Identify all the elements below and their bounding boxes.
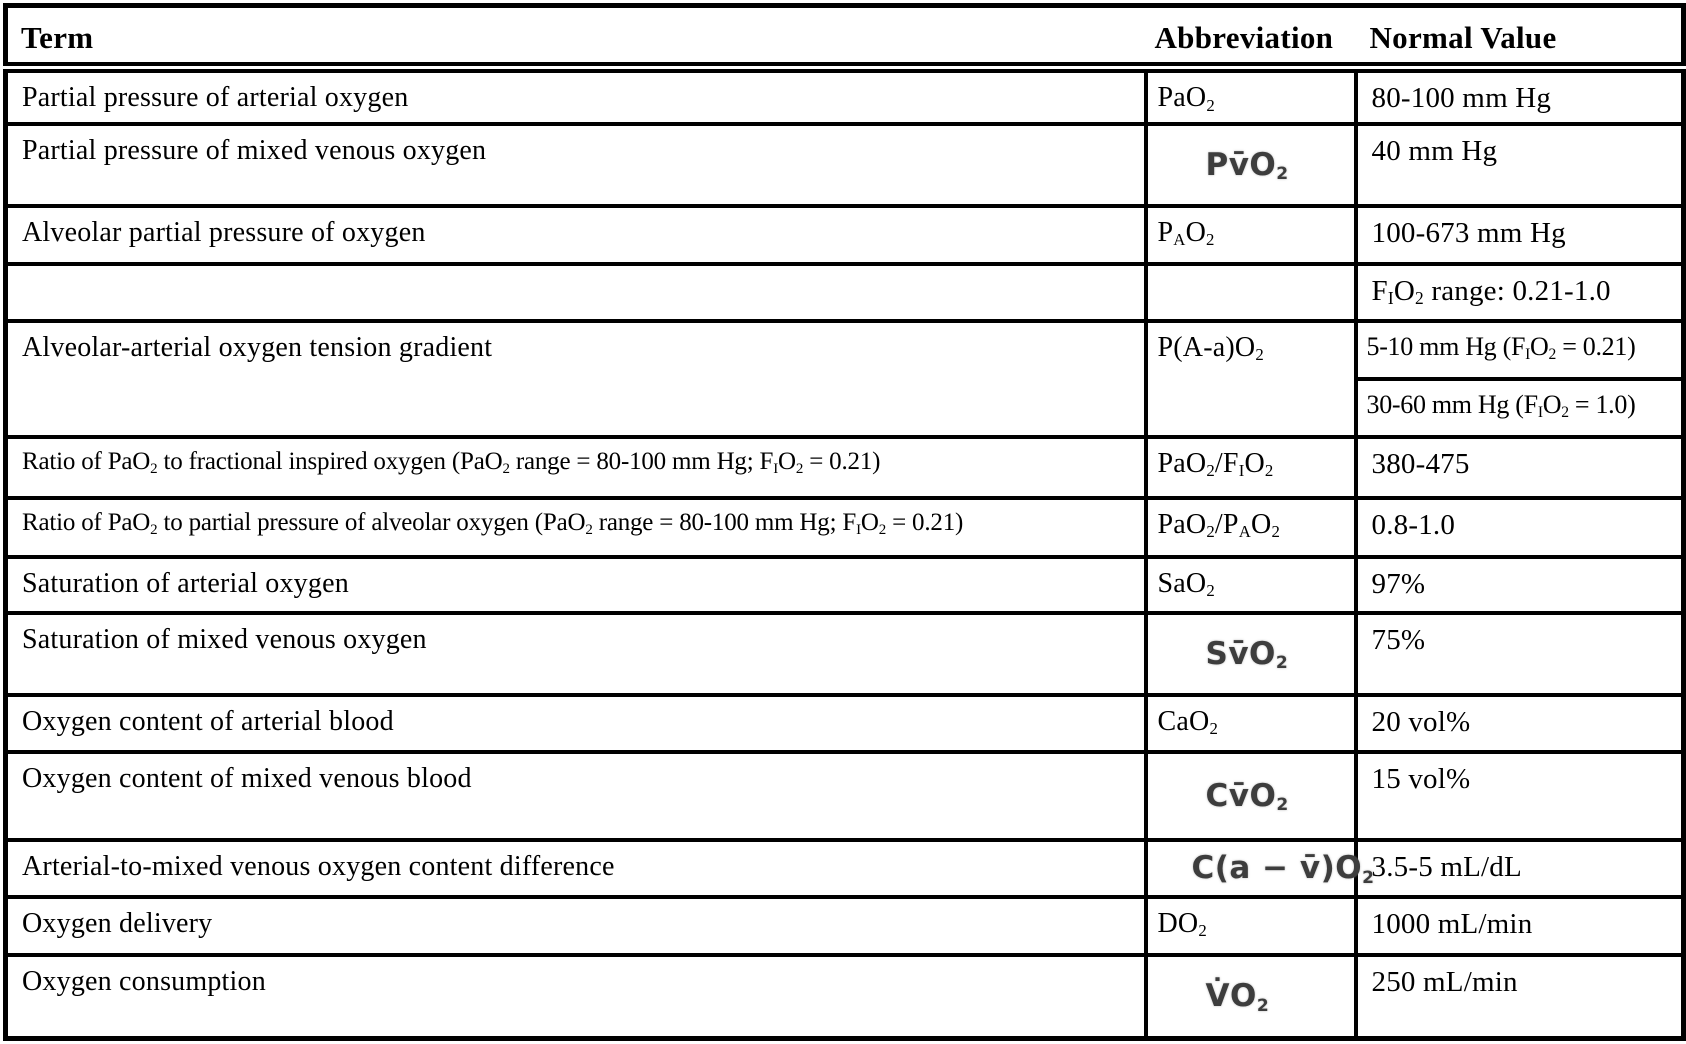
abbreviation-cell: $Cv̄O_2$ (1146, 752, 1356, 840)
abbreviation-cell: CaO$_2$ (1146, 695, 1356, 752)
term-cell (6, 264, 1146, 321)
normal-value-cell: 30-60 mm Hg $(F_IO_2 = 1.0)$ (1356, 379, 1684, 437)
row-cvbar-o2 (6, 752, 1684, 840)
abbreviation-cell: PaO$_2$ (1146, 68, 1356, 124)
row-pao2-fio2-ratio (6, 437, 1684, 498)
row-sao2 (6, 557, 1684, 613)
row-a-a-gradient (6, 321, 1684, 379)
abbreviation-cell: $Sv̄O_2$ (1146, 613, 1356, 695)
normal-value-cell: 0.8-1.0 (1356, 498, 1684, 557)
abbreviation-cell: $P_AO_2$ (1146, 206, 1356, 264)
normal-value-cell: 20 vol% (1356, 695, 1684, 752)
row-do2 (6, 897, 1684, 955)
abbreviation-cell: SaO$_2$ (1146, 557, 1356, 613)
normal-value-cell: $F_IO_2$ range: 0.21-1.0 (1356, 264, 1684, 321)
normal-value-cell: 15 vol% (1356, 752, 1684, 840)
row-vdot-o2 (6, 955, 1684, 1039)
term-cell: Ratio of PaO$_2$ to partial pressure of alveolar oxygen (PaO$_2$ range = 80-100 mm Hg; $F_IO_2 = 0.21$) (6, 498, 1146, 557)
column-header-term: Term (6, 6, 1146, 68)
row-cao2 (6, 695, 1684, 752)
row-alveolar-pao2 (6, 206, 1684, 264)
row-svbar-o2 (6, 613, 1684, 695)
row-pao2-pao2-ratio (6, 498, 1684, 557)
abbreviation-cell: $Pv̄O_2$ (1146, 124, 1356, 206)
normal-value-cell: 380-475 (1356, 437, 1684, 498)
abbreviation-cell: $PaO_2/F_IO_2$ (1146, 437, 1356, 498)
term-cell: Partial pressure of mixed venous oxygen (6, 124, 1146, 206)
term-cell: Saturation of arterial oxygen (6, 557, 1146, 613)
term-cell: Arterial-to-mixed venous oxygen content difference (6, 840, 1146, 897)
abbreviation-cell (1146, 264, 1356, 321)
abbreviation-cell: $V̇O_2$ (1146, 955, 1356, 1039)
normal-value-cell: 97% (1356, 557, 1684, 613)
term-cell: Oxygen content of mixed venous blood (6, 752, 1146, 840)
normal-value-cell: 1000 mL/min (1356, 897, 1684, 955)
column-header-normal-value: Normal Value (1356, 6, 1684, 68)
normal-value-cell: 5-10 mm Hg $(F_IO_2 = 0.21)$ (1356, 321, 1684, 379)
row-pao2 (6, 68, 1684, 124)
normal-value-cell: 40 mm Hg (1356, 124, 1684, 206)
normal-value-cell: 250 mL/min (1356, 955, 1684, 1039)
normal-value-cell: 100-673 mm Hg (1356, 206, 1684, 264)
abbreviation-cell: $DO_2$ (1146, 897, 1356, 955)
abbreviation-cell: $PaO_2/P_AO_2$ (1146, 498, 1356, 557)
row-fio2-range (6, 264, 1684, 321)
term-cell: Alveolar-arterial oxygen tension gradient (6, 321, 1146, 437)
term-cell: Oxygen delivery (6, 897, 1146, 955)
term-cell: Alveolar partial pressure of oxygen (6, 206, 1146, 264)
abbreviation-cell: $C(a - v̄)O_2$ (1146, 840, 1356, 897)
normal-value-cell: 80-100 mm Hg (1356, 68, 1684, 124)
term-cell: Oxygen content of arterial blood (6, 695, 1146, 752)
header-row (6, 6, 1684, 68)
column-header-abbreviation: Abbreviation (1146, 6, 1356, 68)
abbreviation-cell: $P(A-a)O_2$ (1146, 321, 1356, 437)
term-cell: Saturation of mixed venous oxygen (6, 613, 1146, 695)
term-cell: Ratio of PaO$_2$ to fractional inspired oxygen (PaO$_2$ range = 80-100 mm Hg; $F_IO_2 = 0.21$) (6, 437, 1146, 498)
normal-value-cell: 3.5-5 mL/dL (1356, 840, 1684, 897)
term-cell: Oxygen consumption (6, 955, 1146, 1039)
term-cell: Partial pressure of arterial oxygen (6, 68, 1146, 124)
row-pvbar-o2 (6, 124, 1684, 206)
row-avo2-difference (6, 840, 1684, 897)
oxygenation-parameters-table (3, 3, 1686, 1041)
document-page (0, 3, 1684, 1044)
normal-value-cell: 75% (1356, 613, 1684, 695)
